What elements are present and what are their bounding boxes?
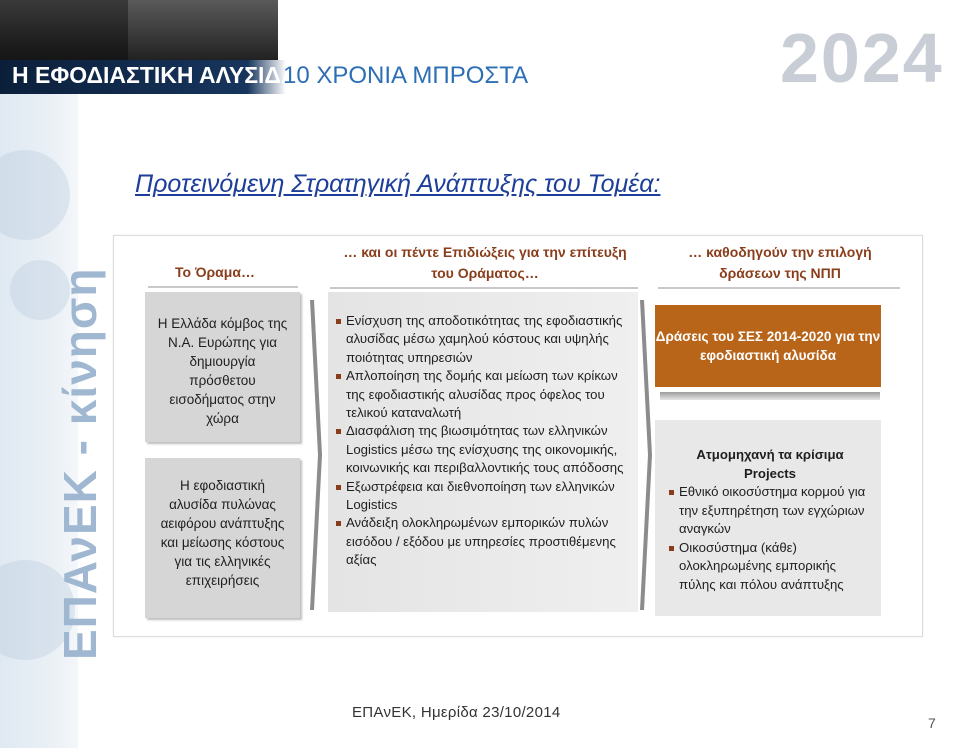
header-actions: … καθοδηγούν την επιλογή δράσεων της ΝΠΠ (688, 244, 872, 281)
sidebar-decoration (0, 0, 106, 748)
header-rule (148, 286, 298, 288)
projects-title: Ατμομηχανή τα κρίσιμα Projects (696, 447, 844, 481)
header-goals: … και οι πέντε Επιδιώξεις για την επίτευξη του Οράματος… (343, 244, 627, 281)
project-item: Εθνικό οικοσύστημα κορμού για την εξυπηρέτηση των εγχώριων αναγκών (669, 483, 871, 539)
project-item: Οικοσύστημα (κάθε) ολοκληρωμένης εμπορικής πύλης και πόλου ανάπτυξης (669, 539, 871, 595)
header-rule (330, 287, 638, 289)
decor-circle (0, 150, 70, 240)
slide-title: Προτεινόμενη Στρατηγική Ανάπτυξης του Τομέα: (135, 170, 661, 198)
vision-box-hub: Η Ελλάδα κόμβος της Ν.Α. Ευρώπης για δημιουργία πρόσθετου εισοδήματος στην χώρα (145, 292, 300, 442)
banner-title: Η ΕΦΟΔΙΑΣΤΙΚΗ ΑΛΥΣΙΔΑ (12, 62, 298, 88)
header-vision: Το Όραμα… (175, 264, 255, 280)
banner-year: 2024 (780, 19, 944, 97)
goals-list (336, 312, 636, 570)
goal-item: Εξωστρέφεια και διεθνοποίηση των ελληνικών Logistics (336, 478, 636, 515)
projects-list (669, 483, 871, 594)
header-rule (658, 287, 900, 289)
chevron-right-icon (310, 300, 322, 610)
banner-photo-sky (128, 0, 278, 60)
banner-subtitle: 10 ΧΡΟΝΙΑ ΜΠΡΟΣΤΑ (283, 62, 529, 89)
actions-box: Δράσεις του ΣΕΣ 2014-2020 για την εφοδιαστική αλυσίδα (655, 305, 881, 387)
goal-item: Ανάδειξη ολοκληρωμένων εμπορικών πυλών εισόδου / εξόδου με υπηρεσίες προστιθέμενης αξίας (336, 514, 636, 569)
projects-box (655, 420, 881, 616)
goal-item: Ενίσχυση της αποδοτικότητας της εφοδιαστικής αλυσίδας μέσω χαμηλού κόστους και υψηλής ποιότητας υπηρεσιών (336, 312, 636, 367)
goal-item: Απλοποίηση της δομής και μείωση των κρίκων της εφοδιαστικής αλυσίδας προς όφελος του τελικού καταναλωτή (336, 367, 636, 422)
shelf-divider (660, 392, 880, 400)
page-number: 7 (928, 715, 936, 731)
vision-box-pillar: Η εφοδιαστική αλυσίδα πυλώνας αειφόρου ανάπτυξης και μείωσης κόστους για τις ελληνικές επιχειρήσεις (145, 458, 300, 618)
goal-item: Διασφάλιση της βιωσιμότητας των ελληνικών Logistics μέσω της ενίσχυσης της οικονομικής, κοινωνικής και περιβαλλοντικής τους απόδοσης (336, 422, 636, 477)
footer-text: ΕΠΑνΕΚ, Ημερίδα 23/10/2014 (352, 704, 561, 721)
sidebar-vertical-text: ΕΠΑνΕΚ - κίνηση (54, 267, 106, 660)
chevron-right-icon (640, 300, 652, 610)
